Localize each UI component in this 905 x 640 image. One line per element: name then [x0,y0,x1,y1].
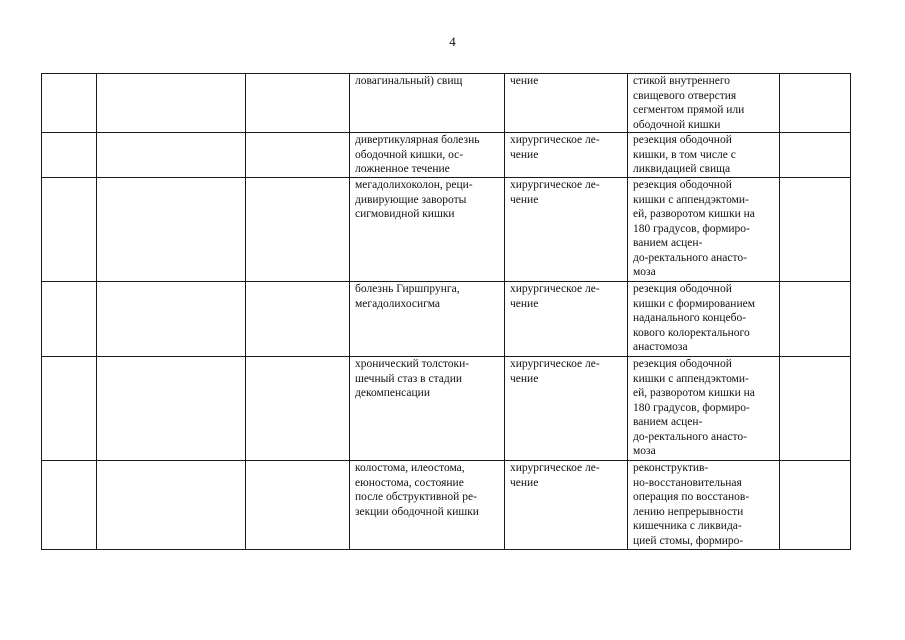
empty-cell [97,282,246,357]
empty-cell [42,74,97,133]
treatment-type-cell: хирургическое ле- чение [505,282,628,357]
empty-cell [246,178,350,282]
empty-cell [97,178,246,282]
empty-cell [780,178,851,282]
empty-cell [97,74,246,133]
empty-cell [780,461,851,550]
diagnosis-cell: ловагинальный) свищ [350,74,505,133]
table-row [42,133,851,178]
empty-cell [246,74,350,133]
table-row [42,74,851,133]
treatment-type-cell: хирургическое ле- чение [505,461,628,550]
empty-cell [246,461,350,550]
treatment-table [41,73,851,550]
table-row [42,178,851,282]
table-row [42,461,851,550]
diagnosis-cell: колостома, илеостома, еюностома, состояние после обструктивной ре- зекции ободочной кишки [350,461,505,550]
empty-cell [42,133,97,178]
empty-cell [246,357,350,461]
empty-cell [42,178,97,282]
treatment-type-cell: хирургическое ле- чение [505,178,628,282]
empty-cell [780,282,851,357]
diagnosis-cell: хронический толстоки- шечный стаз в стадии декомпенсации [350,357,505,461]
empty-cell [780,74,851,133]
table-body [42,74,851,550]
empty-cell [780,133,851,178]
empty-cell [42,282,97,357]
empty-cell [42,357,97,461]
treatment-method-cell: резекция ободочной кишки с аппендэктоми- ей, разворотом кишки на 180 градусов, формиро- ванием асцен- до-ректального анасто- моза [628,357,780,461]
diagnosis-cell: мегадолихоколон, реци- дивирующие завороты сигмовидной кишки [350,178,505,282]
empty-cell [246,282,350,357]
treatment-type-cell: чение [505,74,628,133]
empty-cell [42,461,97,550]
empty-cell [246,133,350,178]
treatment-method-cell: реконструктив- но-восстановительная операция по восстанов- лению непрерывности кишечника с ликвида- цией стомы, формиро- [628,461,780,550]
treatment-method-cell: резекция ободочной кишки, в том числе с ликвидацией свища [628,133,780,178]
diagnosis-cell: болезнь Гиршпрунга, мегадолихосигма [350,282,505,357]
treatment-type-cell: хирургическое ле- чение [505,357,628,461]
treatment-method-cell: стикой внутреннего свищевого отверстия сегментом прямой или ободочной кишки [628,74,780,133]
diagnosis-cell: дивертикулярная болезнь ободочной кишки, ос- ложненное течение [350,133,505,178]
table-row [42,282,851,357]
empty-cell [97,461,246,550]
treatment-type-cell: хирургическое ле- чение [505,133,628,178]
table-row [42,357,851,461]
treatment-method-cell: резекция ободочной кишки с формированием наданального концебо- кового колоректального анастомоза [628,282,780,357]
treatment-method-cell: резекция ободочной кишки с аппендэктоми- ей, разворотом кишки на 180 градусов, формиро- ванием асцен- до-ректального анасто- моза [628,178,780,282]
empty-cell [97,357,246,461]
empty-cell [97,133,246,178]
page-number: 4 [449,34,456,49]
empty-cell [780,357,851,461]
